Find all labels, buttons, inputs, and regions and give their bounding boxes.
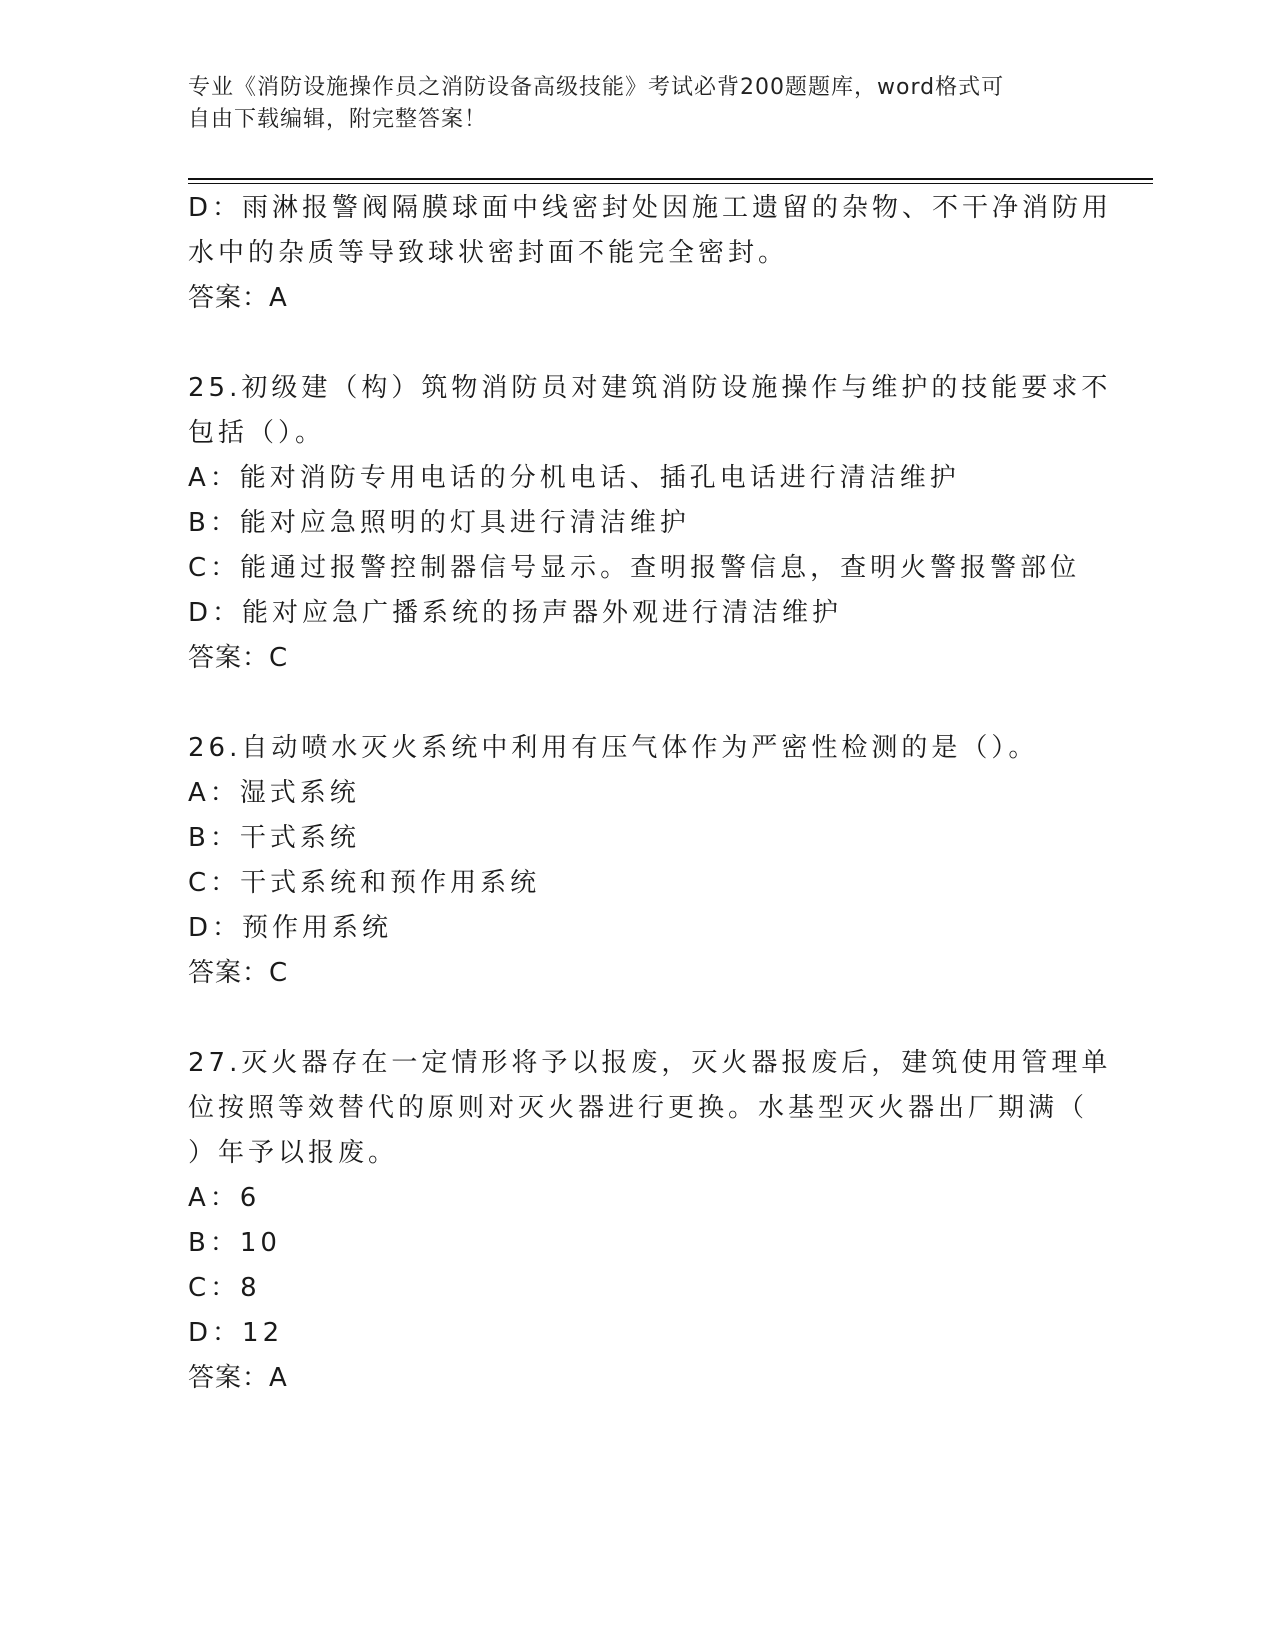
option-d: D：预作用系统 [188,913,393,943]
question-26 [188,726,1088,996]
answer: 答案：A [188,1363,288,1393]
option-b: B：10 [188,1228,281,1258]
header-line-1: 专业《消防设施操作员之消防设备高级技能》考试必背200题题库，word格式可 [188,75,1005,100]
question-stem-continued: 位按照等效替代的原则对灭火器进行更换。水基型灭火器出厂期满（ [188,1093,1089,1123]
option-b: B：能对应急照明的灯具进行清洁维护 [188,508,690,538]
option-c: C：干式系统和预作用系统 [188,868,541,898]
option-d: D：12 [188,1318,284,1348]
answer: 答案：C [188,958,289,988]
option-d: D：能对应急广播系统的扬声器外观进行清洁维护 [188,598,843,628]
option-d: D：雨淋报警阀隔膜球面中线密封处因施工遗留的杂物、不干净消防用 [188,193,1113,223]
spacer [188,321,1088,366]
question-stem: 27.灭火器存在一定情形将予以报废，灭火器报废后，建筑使用管理单 [188,1048,1112,1078]
question-25 [188,366,1112,681]
option-b: B：干式系统 [188,823,360,853]
option-d-continued: 水中的杂质等导致球状密封面不能完全密封。 [188,238,789,268]
question-stem-continued: ）年予以报废。 [188,1138,399,1168]
question-stem: 25.初级建（构）筑物消防员对建筑消防设施操作与维护的技能要求不 [188,373,1112,403]
question-stem: 26.自动喷水灭火系统中利用有压气体作为严密性检测的是（）。 [188,733,1039,763]
header-rule-thick [188,178,1153,180]
spacer [188,681,1088,726]
option-a: A：湿式系统 [188,778,360,808]
question-stem-continued: 包括（）。 [188,418,326,448]
answer: 答案：C [188,643,289,673]
header-rule-thin [188,183,1153,184]
option-c: C：能通过报警控制器信号显示。查明报警信息，查明火警报警部位 [188,553,1081,583]
question-list [188,186,1113,1401]
spacer [188,996,1088,1041]
option-c: C：8 [188,1273,261,1303]
answer: 答案：A [188,283,288,313]
page-header [188,72,1088,136]
option-a: A：6 [188,1183,261,1213]
question-24-tail [188,186,1113,321]
option-a: A：能对消防专用电话的分机电话、插孔电话进行清洁维护 [188,463,960,493]
question-27 [188,1041,1112,1401]
header-line-2: 自由下载编辑，附完整答案！ [188,107,488,132]
